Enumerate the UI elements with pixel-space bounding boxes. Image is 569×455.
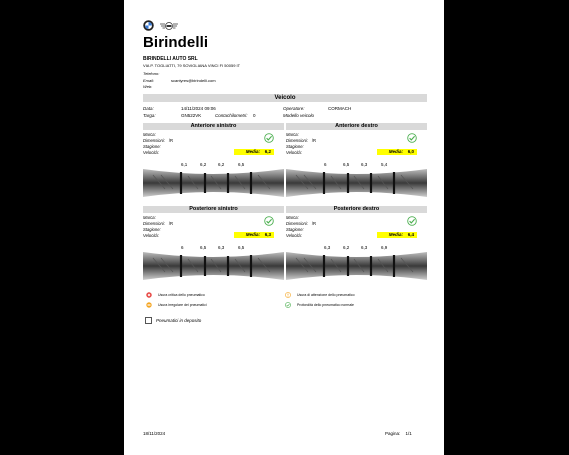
average-label: Media: [245, 232, 260, 237]
brand-label: Marca: [143, 215, 156, 220]
dimension-value: /R [311, 138, 317, 143]
tire-position-title: Anteriore sinistro [143, 123, 284, 130]
deposit-row [145, 317, 201, 324]
average-label: Media: [388, 232, 403, 237]
average-value: 6,2 [264, 149, 271, 154]
vehicle-meta [143, 105, 427, 119]
average-depth-badge [377, 149, 417, 155]
average-depth-badge [234, 232, 274, 238]
footer-page [385, 431, 412, 436]
footer-page-value: 1/1 [405, 431, 412, 436]
dimension-value: /R [168, 221, 174, 226]
legend-item-critical [146, 292, 205, 298]
speed-label: Velocità: [143, 150, 159, 155]
tread-depths [286, 162, 427, 168]
legend-normal-text: Profondità dello pneumatico normale [297, 303, 355, 307]
tread-depth-value: 6,5 [343, 162, 350, 167]
tire-position-title: Posteriore destro [286, 206, 427, 213]
season-label: Stagione: [143, 144, 161, 149]
email-value: scantyres@birindelli.com [171, 77, 216, 83]
legend-item-normal [285, 302, 354, 308]
deposit-label: Pneumatici in deposito [156, 318, 202, 323]
operator-value: CORMACH [328, 106, 352, 111]
contact-block [143, 71, 216, 91]
check-ok-icon [264, 216, 274, 226]
deposit-checkbox[interactable] [145, 317, 152, 324]
legend-attention-text: Usura di attenzione dello pneumatico [297, 293, 355, 297]
irregular-wear-icon [146, 302, 152, 308]
average-depth-badge [234, 149, 274, 155]
tread-depth-value: 6,5 [200, 245, 207, 250]
tread-depths [143, 162, 284, 168]
critical-wear-icon [146, 292, 152, 298]
odometer-label: Contachilometri: [215, 113, 248, 118]
check-ok-icon [407, 133, 417, 143]
check-ok-icon [407, 216, 417, 226]
tire-card-rear-right [286, 206, 427, 280]
tread-depth-value: 5,4 [381, 162, 388, 167]
odometer-value: 0 [253, 113, 256, 118]
tread-depth-value: 6,1 [181, 162, 188, 167]
brand-label: Marca: [286, 132, 299, 137]
tire-card-rear-left [143, 206, 284, 280]
dimension-label: Dimensioni: /R [286, 138, 317, 143]
tread-depth-value: 6,3 [218, 245, 225, 250]
tire-position-title: Anteriore destro [286, 123, 427, 130]
tread-depth-value: 6,3 [361, 162, 368, 167]
tire-card-front-right [286, 123, 427, 197]
average-value: 6,4 [407, 232, 414, 237]
season-label: Stagione: [286, 144, 304, 149]
legend-item-attention [285, 292, 355, 298]
plate-label: Targa: [143, 113, 156, 118]
tread-depths [143, 245, 284, 251]
bmw-logo-icon [143, 20, 154, 31]
operator-label: Operatore: [283, 106, 305, 111]
speed-label: Velocità: [286, 150, 302, 155]
company-name: BIRINDELLI AUTO SRL [143, 56, 198, 62]
season-label: Stagione: [143, 227, 161, 232]
average-value: 6,3 [264, 232, 271, 237]
dimension-label: Dimensioni: /R [143, 221, 174, 226]
tire-tread-image [286, 169, 427, 197]
tread-depth-value: 6 [324, 162, 327, 167]
date-label: Data: [143, 106, 154, 111]
web-label: Web: [143, 84, 153, 89]
phone-label: Telefono: [143, 71, 160, 76]
dealer-brand-name: Birindelli [143, 34, 209, 51]
tread-depth-value: 6,2 [200, 162, 207, 167]
average-label: Media: [245, 149, 260, 154]
date-value: 14/11/2024 09:06 [181, 106, 216, 111]
tire-tread-image [143, 252, 284, 280]
brand-label: Marca: [143, 132, 156, 137]
vehicle-section-title: Veicolo [143, 94, 427, 102]
tire-tread-image [143, 169, 284, 197]
brand-label: Marca: [286, 215, 299, 220]
tire-tread-image [286, 252, 427, 280]
footer-page-label: Pagina: [385, 431, 401, 436]
tread-depth-value: 6,9 [381, 245, 388, 250]
normal-check-icon [285, 302, 291, 308]
mini-logo-icon [159, 21, 179, 31]
average-label: Media: [388, 149, 403, 154]
company-address: VIA P. TOGLIATTI, 79 SOVIGLIANA VINCI FI 50059 IT [143, 63, 241, 68]
legend-critical-text: Usura critica dello pneumatico [158, 293, 205, 297]
season-label: Stagione: [286, 227, 304, 232]
dimension-value: /R [168, 138, 174, 143]
average-value: 6,0 [407, 149, 414, 154]
legend-irregular-text: Usura irregolare dei pneumatici [158, 303, 207, 307]
attention-icon [285, 292, 291, 298]
tire-position-title: Posteriore sinistro [143, 206, 284, 213]
tread-depth-value: 6,2 [218, 162, 225, 167]
tread-depth-value: 6,5 [238, 162, 245, 167]
dimension-label: Dimensioni: /R [143, 138, 174, 143]
plate-value: GN522VK [181, 113, 202, 118]
dimension-label: Dimensioni: /R [286, 221, 317, 226]
tread-depth-value: 6,5 [238, 245, 245, 250]
tire-card-front-left [143, 123, 284, 197]
average-depth-badge [377, 232, 417, 238]
legend-item-irregular [146, 302, 207, 308]
email-label: Email: [143, 77, 155, 83]
tread-depth-value: 6,3 [324, 245, 331, 250]
dimension-value: /R [311, 221, 317, 226]
report-page [124, 0, 444, 455]
speed-label: Velocità: [143, 233, 159, 238]
speed-label: Velocità: [286, 233, 302, 238]
footer-date: 18/11/2024 [143, 431, 166, 436]
check-ok-icon [264, 133, 274, 143]
tread-depth-value: 6 [181, 245, 184, 250]
tread-depth-value: 6,2 [343, 245, 350, 250]
tread-depth-value: 6,3 [361, 245, 368, 250]
model-label: Modello veicolo [283, 113, 315, 118]
tread-depths [286, 245, 427, 251]
